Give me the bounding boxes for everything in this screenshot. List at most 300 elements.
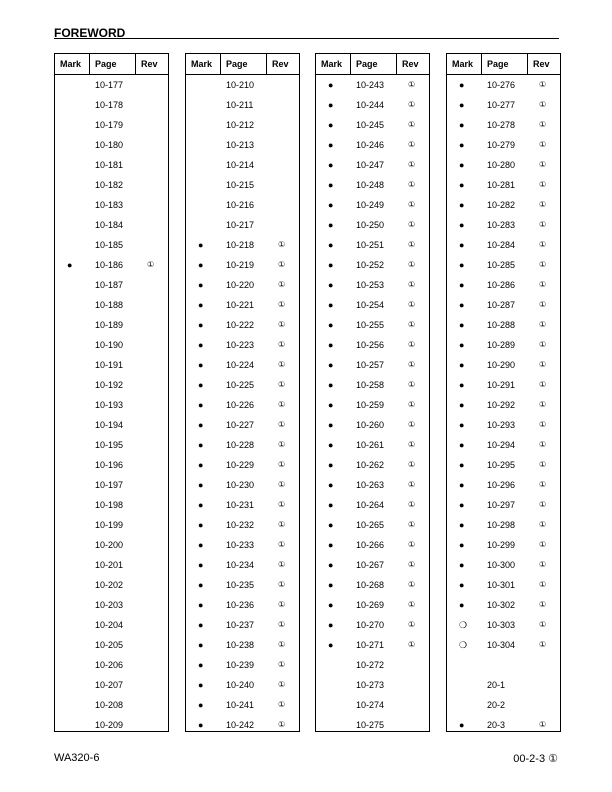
header-divider xyxy=(266,54,267,74)
page-ref: 10-249 xyxy=(356,200,385,210)
revision-number: ① xyxy=(408,540,416,549)
page-ref: 10-187 xyxy=(95,280,124,290)
table-row xyxy=(447,355,560,375)
revision-mark: ● xyxy=(328,180,334,190)
revision-mark: ● xyxy=(198,260,204,270)
page-ref: 10-273 xyxy=(356,680,385,690)
table-row xyxy=(316,235,429,255)
page-ref: 10-247 xyxy=(356,160,385,170)
page-ref: 10-214 xyxy=(226,160,255,170)
table-row xyxy=(316,175,429,195)
revision-mark: ● xyxy=(459,160,465,170)
page-ref: 10-217 xyxy=(226,220,255,230)
rev-column-header: Rev xyxy=(402,59,419,69)
page-ref: 10-183 xyxy=(95,200,124,210)
revision-mark: ● xyxy=(459,260,465,270)
revision-number: ① xyxy=(278,300,286,309)
header-divider xyxy=(350,54,351,74)
revision-mark: ● xyxy=(198,560,204,570)
table-row xyxy=(316,695,429,715)
page-ref: 10-191 xyxy=(95,360,124,370)
page-ref: 10-290 xyxy=(487,360,516,370)
table-row xyxy=(186,95,299,115)
page-ref: 10-210 xyxy=(226,80,255,90)
revision-mark: ● xyxy=(328,220,334,230)
page-ref: 10-221 xyxy=(226,300,255,310)
revision-mark: ● xyxy=(198,280,204,290)
revision-number: ① xyxy=(539,120,547,129)
table-row xyxy=(55,355,168,375)
revision-mark: ● xyxy=(328,480,334,490)
page-ref: 10-230 xyxy=(226,480,255,490)
revision-mark: ● xyxy=(328,640,334,650)
revision-mark: ● xyxy=(198,480,204,490)
table-row xyxy=(55,215,168,235)
revision-mark: ● xyxy=(328,280,334,290)
revision-number: ① xyxy=(539,100,547,109)
table-row xyxy=(447,215,560,235)
table-row xyxy=(447,95,560,115)
revision-number: ① xyxy=(408,360,416,369)
revision-mark: ● xyxy=(328,120,334,130)
table-row xyxy=(186,155,299,175)
table-row xyxy=(316,155,429,175)
table-header xyxy=(447,54,560,75)
page-ref: 10-209 xyxy=(95,720,124,730)
table-row xyxy=(447,195,560,215)
page-ref: 10-199 xyxy=(95,520,124,530)
revision-mark: ● xyxy=(198,640,204,650)
page-number: 00-2-3 ① xyxy=(513,753,558,765)
page-ref: 10-258 xyxy=(356,380,385,390)
table-row xyxy=(186,235,299,255)
revision-number: ① xyxy=(408,480,416,489)
revision-mark: ● xyxy=(198,700,204,710)
page-ref: 10-197 xyxy=(95,480,124,490)
table-row xyxy=(186,715,299,735)
revision-number: ① xyxy=(539,380,547,389)
page-ref: 10-238 xyxy=(226,640,255,650)
page-ref: 10-218 xyxy=(226,240,255,250)
revision-mark: ● xyxy=(459,520,465,530)
table-row xyxy=(55,715,168,735)
table-row xyxy=(186,195,299,215)
revision-number: ① xyxy=(278,500,286,509)
table-row xyxy=(316,275,429,295)
page-ref: 10-189 xyxy=(95,320,124,330)
page-ref: 10-256 xyxy=(356,340,385,350)
table-row xyxy=(316,675,429,695)
page-ref: 10-195 xyxy=(95,440,124,450)
revision-mark: ● xyxy=(328,80,334,90)
table-row xyxy=(447,635,560,655)
table-row xyxy=(316,355,429,375)
revision-number: ① xyxy=(408,100,416,109)
revision-number: ① xyxy=(408,280,416,289)
page-ref: 10-211 xyxy=(226,100,254,110)
revision-number: ① xyxy=(539,360,547,369)
revision-mark: ● xyxy=(328,360,334,370)
revision-number: ① xyxy=(278,260,286,269)
page-ref: 10-270 xyxy=(356,620,385,630)
table-row xyxy=(447,695,560,715)
revision-number: ① xyxy=(278,420,286,429)
revision-mark: ● xyxy=(328,600,334,610)
revision-number: ① xyxy=(539,320,547,329)
mark-column-header: Mark xyxy=(452,59,474,69)
revision-number: ① xyxy=(147,260,155,269)
table-row xyxy=(316,335,429,355)
page-ref: 10-267 xyxy=(356,560,385,570)
revision-number: ① xyxy=(278,560,286,569)
table-row xyxy=(186,395,299,415)
table-row xyxy=(55,235,168,255)
revision-mark: ● xyxy=(198,660,204,670)
table-row xyxy=(186,615,299,635)
revision-mark: ● xyxy=(198,600,204,610)
table-row xyxy=(186,315,299,335)
revision-number: ① xyxy=(539,240,547,249)
page-ref: 10-253 xyxy=(356,280,385,290)
page-ref: 10-206 xyxy=(95,660,124,670)
page-ref: 10-216 xyxy=(226,200,255,210)
page-ref: 10-237 xyxy=(226,620,255,630)
page-ref: 10-241 xyxy=(226,700,255,710)
revision-mark: ● xyxy=(459,400,465,410)
revision-mark: ● xyxy=(459,280,465,290)
page-ref: 10-181 xyxy=(95,160,124,170)
table-row xyxy=(55,135,168,155)
table-row xyxy=(447,75,560,95)
table-row xyxy=(447,335,560,355)
revision-number: ① xyxy=(408,440,416,449)
revision-number: ① xyxy=(278,480,286,489)
table-row xyxy=(316,455,429,475)
revision-mark: ● xyxy=(459,80,465,90)
page-ref: 10-278 xyxy=(487,120,516,130)
revision-number: ① xyxy=(539,460,547,469)
revision-number: ① xyxy=(278,660,286,669)
revision-number: ① xyxy=(278,320,286,329)
table-row xyxy=(186,255,299,275)
table-row xyxy=(447,295,560,315)
table-row xyxy=(447,615,560,635)
page-ref: 10-300 xyxy=(487,560,516,570)
revision-number: ① xyxy=(539,540,547,549)
header-divider xyxy=(220,54,221,74)
page-ref: 10-192 xyxy=(95,380,124,390)
table-row xyxy=(316,255,429,275)
page-ref: 10-229 xyxy=(226,460,255,470)
revision-number: ① xyxy=(539,340,547,349)
revision-mark: ❍ xyxy=(459,640,468,650)
revision-number: ① xyxy=(539,420,547,429)
table-row xyxy=(55,495,168,515)
page-ref: 10-240 xyxy=(226,680,255,690)
revision-mark: ● xyxy=(198,520,204,530)
table-row xyxy=(316,475,429,495)
revision-number: ① xyxy=(408,180,416,189)
revision-mark: ● xyxy=(459,500,465,510)
table-row xyxy=(316,215,429,235)
revision-number: ① xyxy=(408,320,416,329)
table-row xyxy=(447,655,560,675)
page-ref: 10-182 xyxy=(95,180,124,190)
table-row xyxy=(447,515,560,535)
revision-number: ① xyxy=(539,260,547,269)
revision-number: ① xyxy=(408,260,416,269)
table-row xyxy=(186,495,299,515)
revision-mark: ● xyxy=(198,580,204,590)
page-ref: 10-222 xyxy=(226,320,255,330)
page-ref: 10-203 xyxy=(95,600,124,610)
page-column-header: Page xyxy=(226,59,248,69)
revision-mark: ● xyxy=(459,180,465,190)
record-table xyxy=(54,53,169,732)
table-row xyxy=(55,375,168,395)
revision-mark: ● xyxy=(198,420,204,430)
page-ref: 10-292 xyxy=(487,400,516,410)
revision-mark: ● xyxy=(198,620,204,630)
table-row xyxy=(186,675,299,695)
page-ref: 10-276 xyxy=(487,80,516,90)
table-row xyxy=(186,115,299,135)
table-row xyxy=(447,255,560,275)
page-ref: 10-231 xyxy=(226,500,255,510)
table-row xyxy=(447,475,560,495)
page-ref: 10-194 xyxy=(95,420,124,430)
table-row xyxy=(55,175,168,195)
table-row xyxy=(186,355,299,375)
page-ref: 10-280 xyxy=(487,160,516,170)
revision-mark: ● xyxy=(198,500,204,510)
table-row xyxy=(316,115,429,135)
revision-number: ① xyxy=(408,80,416,89)
revision-number: ① xyxy=(278,600,286,609)
revision-mark: ● xyxy=(328,200,334,210)
revision-number: ① xyxy=(408,380,416,389)
rev-column-header: Rev xyxy=(141,59,158,69)
page-ref: 10-266 xyxy=(356,540,385,550)
revision-number: ① xyxy=(278,380,286,389)
table-row xyxy=(316,375,429,395)
page-ref: 10-235 xyxy=(226,580,255,590)
revision-mark: ● xyxy=(328,160,334,170)
revision-number: ① xyxy=(539,220,547,229)
page-ref: 10-188 xyxy=(95,300,124,310)
page-ref: 10-193 xyxy=(95,400,124,410)
page-column-header: Page xyxy=(356,59,378,69)
revision-mark: ● xyxy=(198,400,204,410)
table-row xyxy=(447,535,560,555)
page-ref: 10-291 xyxy=(487,380,516,390)
revision-mark: ● xyxy=(459,560,465,570)
revision-mark: ● xyxy=(459,120,465,130)
revision-mark: ● xyxy=(198,540,204,550)
table-row xyxy=(55,455,168,475)
revision-number: ① xyxy=(278,580,286,589)
page-ref: 10-260 xyxy=(356,420,385,430)
page-ref: 10-262 xyxy=(356,460,385,470)
header-rule xyxy=(54,38,559,39)
table-row xyxy=(316,395,429,415)
page-ref: 10-254 xyxy=(356,300,385,310)
table-row xyxy=(447,155,560,175)
table-row xyxy=(186,75,299,95)
table-row xyxy=(316,615,429,635)
table-row xyxy=(186,515,299,535)
revision-number: ① xyxy=(539,280,547,289)
revision-number: ① xyxy=(539,640,547,649)
page-ref: 10-304 xyxy=(487,640,516,650)
page-ref: 10-228 xyxy=(226,440,255,450)
page-ref: 10-220 xyxy=(226,280,255,290)
page-ref: 10-251 xyxy=(356,240,385,250)
table-row xyxy=(55,435,168,455)
header-divider xyxy=(527,54,528,74)
table-row xyxy=(55,195,168,215)
revision-number: ① xyxy=(408,600,416,609)
table-row xyxy=(55,335,168,355)
table-row xyxy=(447,175,560,195)
table-row xyxy=(186,695,299,715)
table-row xyxy=(316,195,429,215)
table-row xyxy=(186,135,299,155)
revision-mark: ● xyxy=(328,320,334,330)
table-row xyxy=(186,175,299,195)
table-row xyxy=(447,555,560,575)
page-ref: 10-202 xyxy=(95,580,124,590)
page-ref: 10-232 xyxy=(226,520,255,530)
table-row xyxy=(186,215,299,235)
revision-mark: ● xyxy=(328,240,334,250)
revision-number: ① xyxy=(408,460,416,469)
revision-mark: ❍ xyxy=(459,620,468,630)
table-row xyxy=(186,435,299,455)
revision-number: ① xyxy=(408,420,416,429)
table-row xyxy=(316,295,429,315)
table-row xyxy=(447,675,560,695)
page-ref: 10-243 xyxy=(356,80,385,90)
page-ref: 10-250 xyxy=(356,220,385,230)
page-ref: 10-225 xyxy=(226,380,255,390)
revision-mark: ● xyxy=(198,720,204,730)
page-ref: 10-257 xyxy=(356,360,385,370)
revision-mark: ● xyxy=(459,360,465,370)
page-ref: 10-213 xyxy=(226,140,255,150)
table-row xyxy=(186,535,299,555)
revision-number: ① xyxy=(278,280,286,289)
table-row xyxy=(186,655,299,675)
table-row xyxy=(316,535,429,555)
table-row xyxy=(447,135,560,155)
model-name: WA320-6 xyxy=(54,752,100,764)
table-row xyxy=(316,515,429,535)
revision-mark: ● xyxy=(328,400,334,410)
page-ref: 10-299 xyxy=(487,540,516,550)
table-row xyxy=(55,95,168,115)
table-row xyxy=(55,675,168,695)
table-row xyxy=(316,95,429,115)
revision-mark: ● xyxy=(328,340,334,350)
header-divider xyxy=(396,54,397,74)
revision-mark: ● xyxy=(198,300,204,310)
header-divider xyxy=(135,54,136,74)
page-ref: 10-177 xyxy=(95,80,124,90)
mark-column-header: Mark xyxy=(60,59,82,69)
table-row xyxy=(447,395,560,415)
revision-number: ① xyxy=(539,200,547,209)
revision-mark: ● xyxy=(198,340,204,350)
revision-mark: ● xyxy=(328,460,334,470)
table-row xyxy=(55,615,168,635)
revision-number: ① xyxy=(278,520,286,529)
record-table xyxy=(315,53,430,732)
table-row xyxy=(447,455,560,475)
page-ref: 10-284 xyxy=(487,240,516,250)
page-ref: 10-286 xyxy=(487,280,516,290)
revision-mark: ● xyxy=(328,440,334,450)
table-row xyxy=(316,655,429,675)
page-ref: 10-185 xyxy=(95,240,124,250)
table-row xyxy=(55,535,168,555)
table-row xyxy=(447,715,560,735)
page-ref: 10-245 xyxy=(356,120,385,130)
revision-number: ① xyxy=(278,640,286,649)
revision-mark: ● xyxy=(328,260,334,270)
table-row xyxy=(55,575,168,595)
page-ref: 10-303 xyxy=(487,620,516,630)
revision-mark: ● xyxy=(459,200,465,210)
page-ref: 10-208 xyxy=(95,700,124,710)
revision-mark: ● xyxy=(198,360,204,370)
page-ref: 10-200 xyxy=(95,540,124,550)
table-row xyxy=(186,455,299,475)
revision-number: ① xyxy=(278,360,286,369)
rev-column-header: Rev xyxy=(533,59,550,69)
revision-mark: ● xyxy=(328,140,334,150)
table-row xyxy=(316,315,429,335)
page-ref: 10-186 xyxy=(95,260,124,270)
table-row xyxy=(186,595,299,615)
table-row xyxy=(447,115,560,135)
page-ref: 20-1 xyxy=(487,680,506,690)
page-ref: 10-242 xyxy=(226,720,255,730)
table-header xyxy=(55,54,168,75)
table-row xyxy=(55,115,168,135)
revision-number: ① xyxy=(408,220,416,229)
page-title: FOREWORD xyxy=(54,26,126,40)
revision-mark: ● xyxy=(459,460,465,470)
revision-mark: ● xyxy=(198,320,204,330)
page-column-header: Page xyxy=(487,59,509,69)
table-row xyxy=(186,555,299,575)
page-ref: 10-226 xyxy=(226,400,255,410)
table-row xyxy=(316,435,429,455)
revision-mark: ● xyxy=(328,300,334,310)
page-ref: 10-271 xyxy=(356,640,385,650)
table-row xyxy=(447,275,560,295)
revision-mark: ● xyxy=(459,580,465,590)
page-ref: 10-275 xyxy=(356,720,385,730)
table-row xyxy=(316,75,429,95)
revision-number: ① xyxy=(408,300,416,309)
revision-number: ① xyxy=(539,160,547,169)
table-row xyxy=(55,155,168,175)
page-ref: 10-282 xyxy=(487,200,516,210)
table-row xyxy=(316,555,429,575)
page-ref: 10-201 xyxy=(95,560,124,570)
